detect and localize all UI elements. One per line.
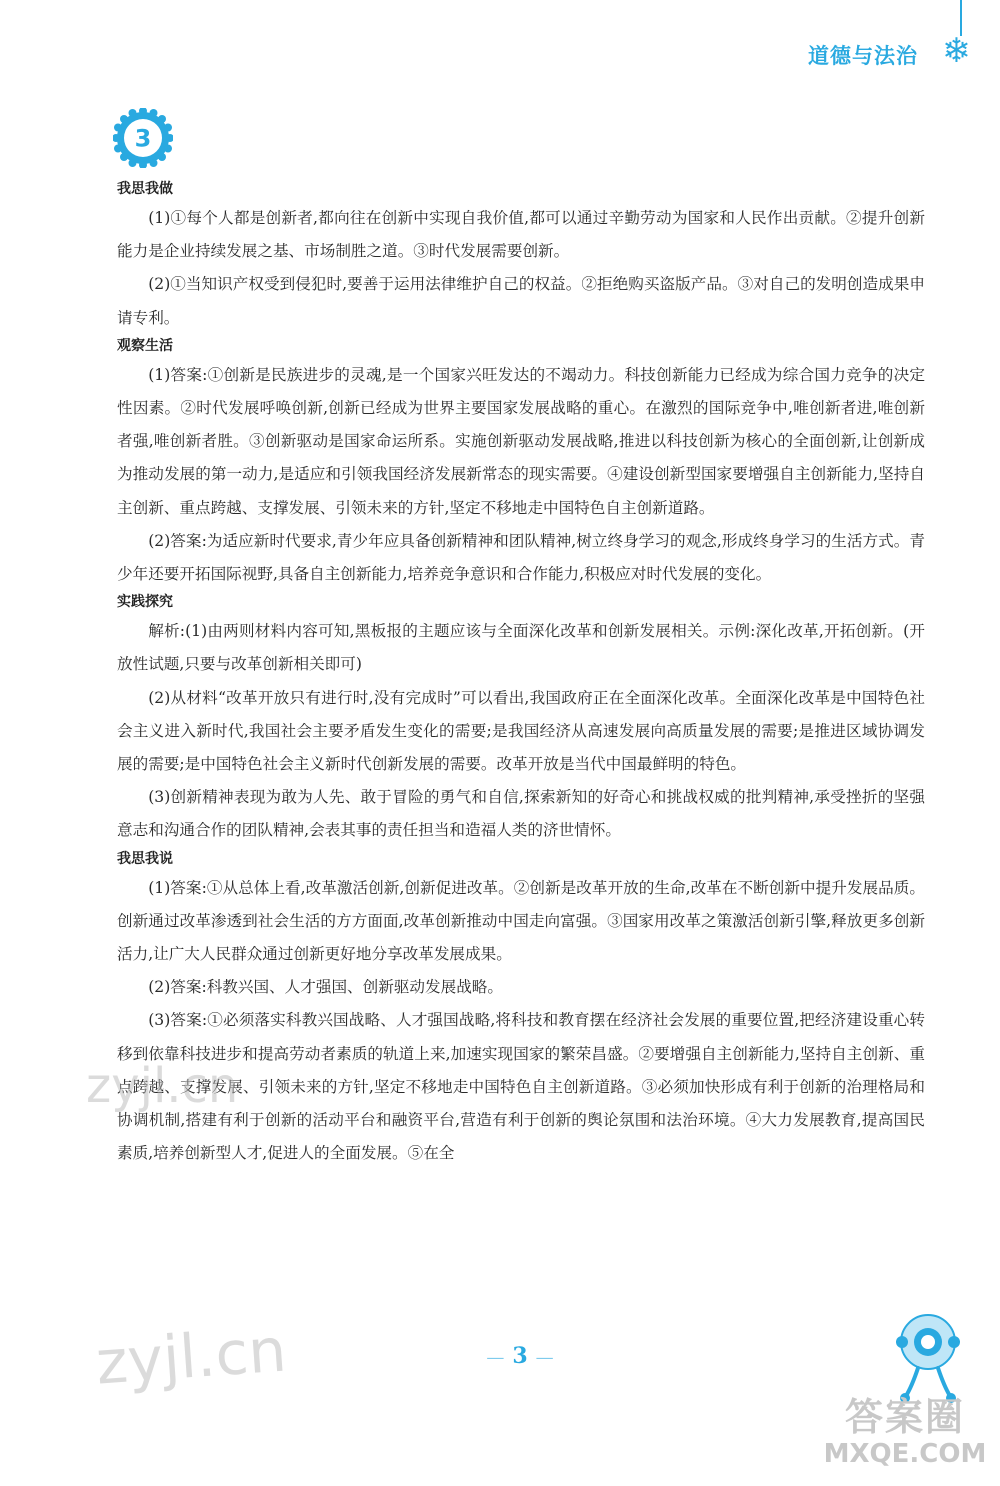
section-heading: 实践探究 — [117, 594, 173, 611]
answer-content — [117, 178, 925, 1170]
paragraph: (2)答案:科教兴国、人才强国、创新驱动发展战略。 — [148, 978, 503, 997]
section-wosiwoshuo — [117, 850, 925, 1171]
site-watermark-logo — [820, 1395, 990, 1469]
paragraph: (2)答案:为适应新时代要求,青少年应具备创新精神和团队精神,树立终身学习的观念,形成终身学习的生活方式。青少年还要开拓国际视野,具备自主创新能力,培养竞争意识和合作能力,积极应对时代发展的变化。 — [117, 531, 925, 584]
paragraph: (1)答案:①创新是民族进步的灵魂,是一个国家兴旺发达的不竭动力。科技创新能力已经成为综合国力竞争的决定性因素。②时代发展呼唤创新,创新已经成为世界主要国家发展战略的重心。在激烈的国际竞争中,唯创新者进,唯创新者强,唯创新者胜。③创新驱动是国家命运所系。实施创新驱动发展战略,推进以科技创新为核心的全面创新,让创新成为推动发展的第一动力,是适应和引领我国经济发展新常态的现实需要。④建设创新型国家要增强自主创新能力,坚持自主创新、重点跨越、支撑发展、引领未来的方针,坚定不移地走中国特色自主创新道路。 — [117, 365, 925, 517]
section-heading: 我思我说 — [117, 850, 173, 867]
section-wosiwozuo — [117, 180, 925, 335]
paragraph: (2)从材料“改革开放只有进行时,没有完成时”可以看出,我国政府正在全面深化改革。全面深化改革是中国特色社会主义进入新时代,我国社会主要矛盾发生变化的需要;是我国经济从高速发展向高质量发展的需要;是推进区域协调发展的需要;是中国特色社会主义新时代创新发展的需要。改革开放是当代中国最鲜明的特色。 — [117, 688, 925, 774]
section-heading: 观察生活 — [117, 337, 173, 354]
section-shijiantanjiu — [117, 593, 925, 847]
watermark: zyjl.cn — [93, 1315, 289, 1399]
badge-number: 3 — [134, 124, 152, 153]
paragraph: (3)答案:①必须落实科教兴国战略、人才强国战略,将科技和教育摆在经济社会发展的重要位置,把经济建设重心转移到依靠科技进步和提高劳动者素质的轨道上来,加速实现国家的繁荣昌盛。②要增强自主创新能力,坚持自主创新、重点跨越、支撑发展、引领未来的方针,坚定不移地走中国特色自主创新道路。③必须加快形成有利于创新的治理格局和协调机制,搭建有利于创新的活动平台和融资平台,营造有利于创新的舆论氛围和法治环境。④大力发展教育,提高国民素质,培养创新型人才,促进人的全面发展。⑤在全 — [117, 1011, 925, 1163]
snowflake-icon: ❄ — [942, 31, 971, 71]
section-number-badge — [113, 108, 173, 168]
section-heading: 我思我做 — [117, 181, 173, 197]
paragraph: (1)①每个人都是创新者,都向往在创新中实现自我价值,都可以通过辛勤劳动为国家和人民作出贡献。②提升创新能力是企业持续发展之基、市场制胜之道。③时代发展需要创新。 — [117, 209, 925, 261]
watermark: zyjl.cn — [86, 1058, 239, 1114]
paragraph: (1)答案:①从总体上看,改革激活创新,创新促进改革。②创新是改革开放的生命,改革在不断创新中提升发展品质。创新通过改革渗透到社会生活的方方面面,改革创新推动中国走向富强。③国家用改革之策激活创新引擎,释放更多创新活力,让广大人民群众通过创新更好地分享改革发展成果。 — [117, 878, 925, 964]
section-guanchashenghuo — [117, 337, 925, 591]
paragraph: (3)创新精神表现为敢为人先、敢于冒险的勇气和自信,探索新知的好奇心和挑战权威的批判精神,承受挫折的坚强意志和沟通合作的团队精神,会表其事的责任担当和造福人类的济世情怀。 — [117, 788, 925, 840]
page-number: — 3 — — [486, 1343, 554, 1369]
subject-title: 道德与法治 — [808, 44, 918, 68]
site-logo-text: 答案圈 — [844, 1395, 965, 1439]
page-number-value: 3 — [512, 1343, 528, 1369]
mascot-icon — [888, 1308, 968, 1408]
paragraph: (2)①当知识产权受到侵犯时,要善于运用法律维护自己的权益。②拒绝购买盗版产品。③对自己的发明创造成果申请专利。 — [117, 275, 925, 327]
site-logo-domain: MXQE.COM — [823, 1439, 987, 1469]
paragraph: 解析:(1)由两则材料内容可知,黑板报的主题应该与全面深化改革和创新发展相关。示例:深化改革,开拓创新。(开放性试题,只要与改革创新相关即可) — [117, 622, 925, 674]
